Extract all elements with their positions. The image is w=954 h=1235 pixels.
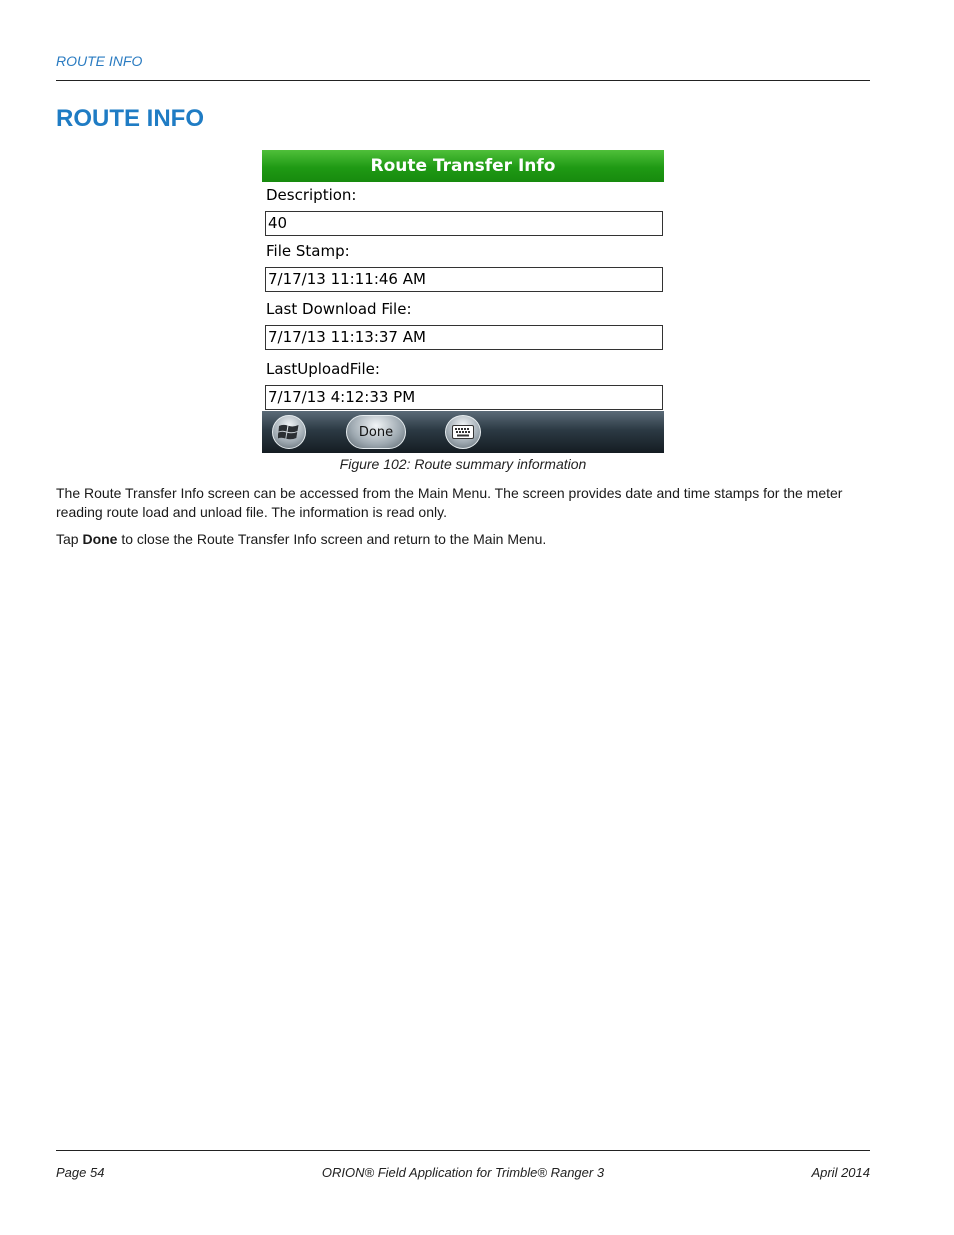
footer-document-title: ORION® Field Application for Trimble® Ranger 3 <box>321 1165 605 1180</box>
page-title: ROUTE INFO <box>56 105 204 132</box>
file-stamp-field[interactable]: 7/17/13 11:11:46 AM <box>265 267 663 292</box>
keyboard-icon <box>452 425 474 439</box>
windows-logo-icon <box>278 422 300 442</box>
last-download-file-label: Last Download File: <box>266 300 412 318</box>
last-download-file-field[interactable]: 7/17/13 11:13:37 AM <box>265 325 663 350</box>
keyboard-button[interactable] <box>445 415 481 449</box>
figure-caption: Figure 102: Route summary information <box>339 456 587 472</box>
screen-title-bar <box>262 150 664 182</box>
paragraph-2-prefix: Tap <box>56 531 83 547</box>
footer-date: April 2014 <box>811 1165 870 1180</box>
done-keyword: Done <box>82 531 118 547</box>
running-header: ROUTE INFO <box>56 53 143 69</box>
taskbar <box>262 411 664 453</box>
body-paragraph-1: The Route Transfer Info screen can be accessed from the Main Menu. The screen provides date and time stamps for the meter reading route load and unload file. The information is read only. <box>56 485 843 520</box>
description-label: Description: <box>266 186 357 204</box>
footer-divider <box>56 1150 870 1151</box>
done-button[interactable]: Done <box>346 415 406 449</box>
last-upload-file-label: LastUploadFile: <box>266 360 380 378</box>
body-paragraph-2 <box>56 530 870 549</box>
screen-title: Route Transfer Info <box>370 156 556 176</box>
file-stamp-label: File Stamp: <box>266 242 350 260</box>
last-upload-file-field[interactable]: 7/17/13 4:12:33 PM <box>265 385 663 410</box>
route-transfer-info-screen <box>262 150 664 453</box>
footer-page-number: Page 54 <box>56 1165 105 1180</box>
paragraph-2-suffix: to close the Route Transfer Info screen and return to the Main Menu. <box>117 531 547 547</box>
windows-start-button[interactable] <box>272 415 306 449</box>
header-divider <box>56 80 870 81</box>
description-field[interactable]: 40 <box>265 211 663 236</box>
